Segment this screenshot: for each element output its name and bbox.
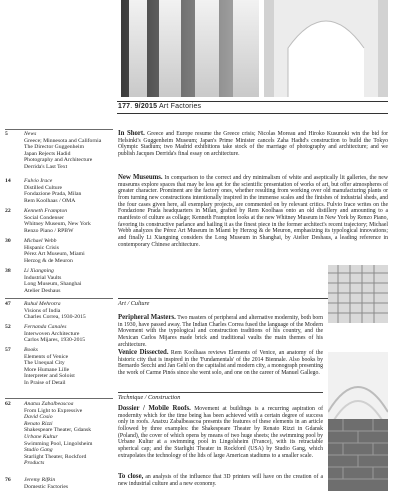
venice-lead: Venice Dissected. [118, 349, 169, 356]
toc-page-number: 57 [5, 347, 11, 353]
toc-text: Jeremy Rifkin Domestic Factories [24, 477, 69, 490]
issue-section: Art Factories [158, 103, 202, 110]
toc-text: Rahul Mehrotra Visions of India Charles Correa, 1930-2015 [24, 301, 86, 321]
toc-entry[interactable] [5, 178, 113, 206]
toc-entry[interactable] [5, 268, 113, 296]
toc-page-number: 52 [5, 324, 11, 330]
in-short-paragraph [118, 131, 388, 158]
toc-entry[interactable] [5, 238, 113, 266]
dossier-text: Movement at buildings is a recurring aspiration of modernity which for the time being has been achieved with a certain degree of success only in roofs. Anatxu Zabalbeascoa presents the features of these elements in an article followed by three examples: the Shakespeare Theater by Renato Rizzi in Gdansk (Poland), the cover of which opens by means of two huge sheets; the swimming pool by Urbane Kultur at a swimming pool in Lingolsheim (France), with its retractable spherical cap; and the Starlight Theater in Rockford (USA) by Studio Gang, which extrapolates the technology of the lids of large American stadiums to a smaller scale. [118, 406, 324, 459]
section-label-art: Art / Culture [118, 300, 150, 307]
brick-pattern [328, 419, 388, 491]
to-close-lead: To close, [118, 473, 144, 480]
photo-arch [264, 0, 388, 97]
toc-entry[interactable] [5, 301, 113, 322]
lattice-pattern [328, 265, 388, 323]
toc-text: Kenneth Frampton Social Condenser Whitney Museum, New York Renzo Piano / RPBW [24, 208, 91, 234]
toc-entry[interactable] [5, 401, 113, 469]
new-museums-lead: New Museums. [118, 174, 163, 181]
photo-brick-facade [328, 419, 388, 491]
section-rule [118, 392, 323, 393]
toc-entry[interactable] [5, 131, 113, 175]
header-rule-bottom [117, 113, 388, 114]
arch-illustration [264, 0, 388, 97]
issue-header: 177. 9/2015 Art Factories [118, 103, 202, 110]
venice-text: Rem Koolhaas reviews Elements of Venice, an anatomy of the historic city that is inspired in the 'Fundamentals' of the 2014 Biennale. Also books by Bernardo Secchi and Jan Gehl on the capitalist and modern city, a monograph presenting the work of Carme Pinós since she went solo, and one on the career of Manuel Gallego. [118, 350, 323, 376]
toc-page-number: 47 [5, 301, 11, 307]
toc-page-number: 30 [5, 238, 11, 244]
toc-page-number: 76 [5, 477, 11, 483]
dossier-lead: Dossier / Mobile Roofs. [118, 405, 191, 412]
peripheral-paragraph [118, 315, 323, 348]
toc-text: Anatxu Zabalbeascoa From Light to Expressive David Cosio Renato Rizzi Shakespeare Theater, Gdansk Urbane Kultur Swimming Pool, Lingolsheim Studio Gang Starlight Theater, Rockford Products [24, 401, 93, 467]
toc-rule [5, 398, 113, 399]
photo-brick-lattice [328, 265, 388, 323]
in-short-lead: In Short. [118, 130, 145, 137]
toc-text: Michael Webb Hispanic Crisis Pérez Art Museum, Miami Herzog & de Meuron [24, 238, 85, 264]
toc-entry[interactable] [5, 324, 113, 345]
venice-paragraph [118, 350, 323, 377]
toc-text: Li Xiangning Industrial Vaults Long Museum, Shanghai Atelier Deshaus [24, 268, 82, 294]
section-label-tech: Technique / Construction [118, 394, 181, 401]
toc-text: Fernanda Canales Interwoven Architecture Carlos Mijares, 1930-2015 [24, 324, 86, 344]
to-close-text: an analysis of the influence that 3D printers will have on the creation of a new industrial culture and a new economy. [118, 474, 323, 487]
toc-rule [5, 129, 113, 130]
new-museums-paragraph [118, 175, 388, 248]
toc-entry[interactable] [5, 208, 113, 236]
toc-text: Books Elements of Venice The Unequal City More Humane Lille Interpreter and Soloist In Praise of Detail [24, 347, 75, 386]
peripheral-text: Two masters of peripheral and alternative modernity, both born in 1930, have passed away. The Indian Charles Correa fused the language of the Modern Movement with the typological and construction traditions of his country, and the Mexican Carlos Mijares made brick and traditional vaults the main themes of his architecture. [118, 315, 323, 348]
issue-number: 177 [118, 103, 131, 110]
toc-rule [5, 298, 113, 299]
toc-page-number: 14 [5, 178, 11, 184]
dossier-paragraph [118, 406, 323, 459]
toc-entry[interactable] [5, 347, 113, 391]
toc-page-number: 62 [5, 401, 11, 407]
header-rule [117, 101, 388, 102]
toc-page-number: 38 [5, 268, 11, 274]
to-close-paragraph [118, 474, 323, 487]
issue-period: 9/2015 [134, 103, 158, 110]
photo-factory-interior [121, 0, 259, 97]
new-museums-text: In comparison to the correct and dry minimalism of white and aseptically lit galleries, the new museums explore spaces that may be less apt for the scientific presentation of works of art, but offer atmospheres of greater character. Prominent are the factory ones, whether resulting from working over old manufacturing plants or from turning new constructions intentionally inspired in the immense scales and the finishes of industrial sheds, and the four cases given here, all exemplary projects, are commented on by relevant critics. Fulvio Irace writes on the Fondazione Prada headquarters in Milan, grafted by Rem Koolhaas onto an old distillery and amounting to a manifesto of culture as collage; Kenneth Frampton looks at the new Whitney Museum in New York by Renzo Piano, favoring its constructive parlance and hailing it as the finest piece in the former architect's recent trajectory; Michael Webb analyzes the Pérez Art Museum in Miami by Herzog & de Meuron, emphasizing its typological innovations; and finally Li Xiangning considers the Long Museum in Shanghai, by Atelier Deshaus, a leading reference in contemporary Chinese architecture. [118, 175, 388, 248]
toc-text: News Greece; Minnesota and California The Director Guggenheim Japan Rejects Hadid Photography and Architecture Derrida's Last Text [24, 131, 102, 170]
photo-white-vault [328, 352, 388, 420]
toc-page-number: 22 [5, 208, 11, 214]
toc-page-number: 5 [5, 131, 8, 137]
in-short-text: Greece and Europe resume the Greece crisis; Nicolas Moreau and Hiroko Kusunoki win the bid for Helsinki's Guggenheim Museum; Japan's Prime Minister cancels Zaha Hadid's construction to build the Tokyo Olympic Stadium; two Madrid exhibitions take stock of the marriage of photography and architecture; and we publish Jacques Derrida's final essay on architecture. [118, 131, 388, 157]
peripheral-lead: Peripheral Masters. [118, 314, 176, 321]
vault-illustration [328, 352, 388, 420]
toc-entry[interactable] [5, 477, 113, 491]
toc-text: Fulvio Irace Distilled Culture Fondazione Prada, Milan Rem Koolhaas / OMA [24, 178, 82, 204]
